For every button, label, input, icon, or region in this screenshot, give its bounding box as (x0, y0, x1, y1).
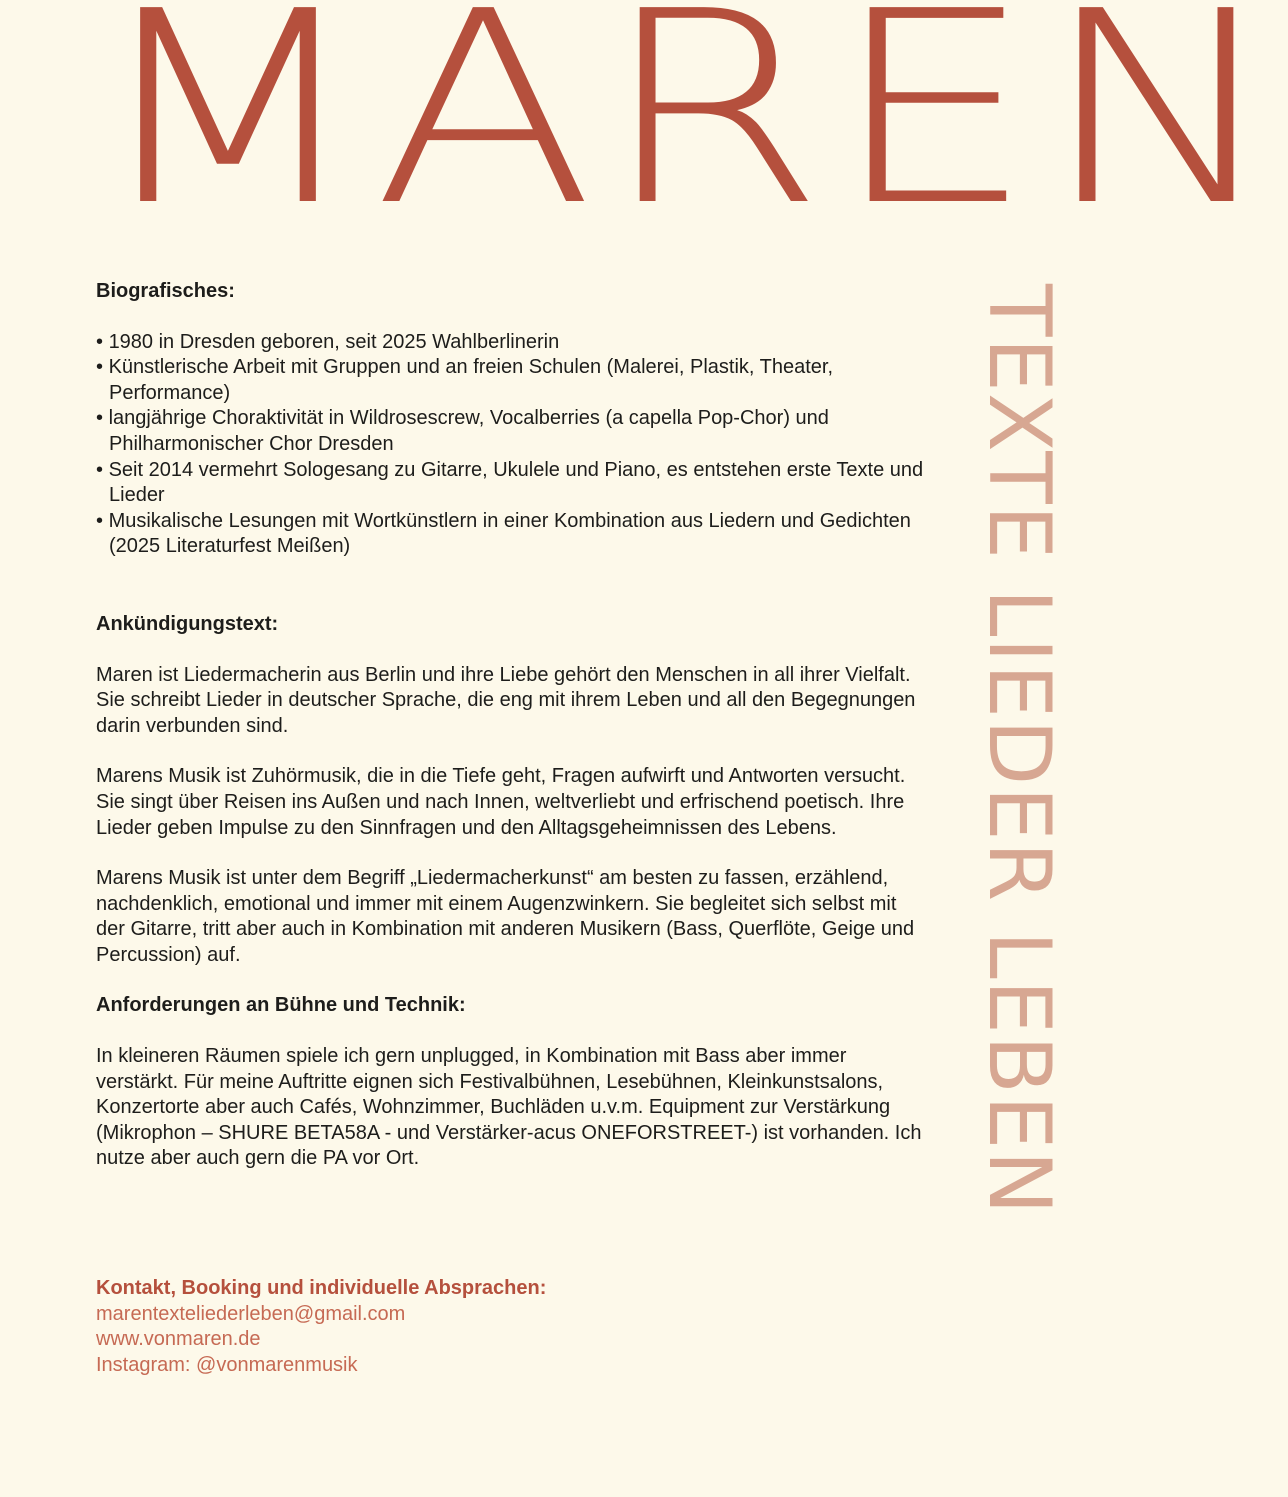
masthead-title: MAREN (88, 0, 1288, 264)
bio-heading: Biografisches: (96, 280, 235, 302)
announcement-heading: Ankündigungstext: (96, 612, 279, 635)
announcement-section (96, 612, 926, 969)
requirements-paragraph: In kleineren Räumen spiele ich gern unplugged, in Kombination mit Bass aber immer verstärkt. Für meine Auftritte eignen sich Festivalbühnen, Lesebühnen, Kleinkunstsalons, Konzertorte aber auch Cafés, Wohnzimmer, Buchläden u.v.m. Equipment zur Verstärkung (Mikrophon – SHURE BETA58A - und Verstärker-acus ONEFORSTREET-) ist vorhanden. Ich nutze aber auch gern die PA vor Ort. (96, 1045, 922, 1170)
contact-heading: Kontakt, Booking und individuelle Absprachen: (96, 1277, 547, 1299)
main-content (96, 279, 926, 1172)
contact-email-link[interactable]: marentexteliederleben@gmail.com (96, 1302, 406, 1325)
announcement-paragraph: Marens Musik ist unter dem Begriff „Liedermacherkunst“ am besten zu fassen, erzählend, nachdenklich, emotional und immer mit einem Augenzwinkern. Sie begleitet sich selbst mit der Gitarre, tritt aber auch in Kombination mit anderen Musikern (Bass, Querflöte, Geige und Percussion) auf. (96, 867, 915, 966)
requirements-heading: Anforderungen an Bühne und Technik: (96, 994, 466, 1017)
contact-instagram-link[interactable]: Instagram: @vonmarenmusik (96, 1353, 358, 1376)
bio-list (96, 330, 926, 560)
bio-item: • langjährige Choraktivität in Wildrosescrew, Vocalberries (a capella Pop-Chor) und Philharmonischer Chor Dresden (96, 406, 926, 457)
requirements-section (96, 993, 926, 1172)
bio-item: • 1980 in Dresden geboren, seit 2025 Wahlberlinerin (96, 330, 926, 356)
announcement-paragraph: Maren ist Liedermacherin aus Berlin und ihre Liebe gehört den Menschen in all ihrer Vielfalt. Sie schreibt Lieder in deutscher Sprache, die eng mit ihrem Leben und all den Begegnungen darin verbunden sind. (96, 663, 916, 737)
bio-section (96, 279, 926, 560)
contact-block (96, 1276, 796, 1378)
bio-item: • Künstlerische Arbeit mit Gruppen und an freien Schulen (Malerei, Plastik, Theater, Performance) (96, 355, 926, 406)
contact-website-link[interactable]: www.vonmaren.de (96, 1328, 261, 1351)
bio-item: • Musikalische Lesungen mit Wortkünstlern in einer Kombination aus Liedern und Gedichten (2025 Literaturfest Meißen) (96, 509, 926, 560)
bio-item: • Seit 2014 vermehrt Sologesang zu Gitarre, Ukulele und Piano, es entstehen erste Texte und Lieder (96, 458, 926, 509)
vertical-tagline: TEXTE LIEDER LEBEN (969, 284, 1069, 1216)
announcement-paragraph: Marens Musik ist Zuhörmusik, die in die Tiefe geht, Fragen aufwirft und Antworten versucht. Sie singt über Reisen ins Außen und nach Innen, weltverliebt und erfrischend poetisch. Ihre Lieder geben Impulse zu den Sinnfragen und den Alltagsgeheimnissen des Lebens. (96, 765, 906, 839)
